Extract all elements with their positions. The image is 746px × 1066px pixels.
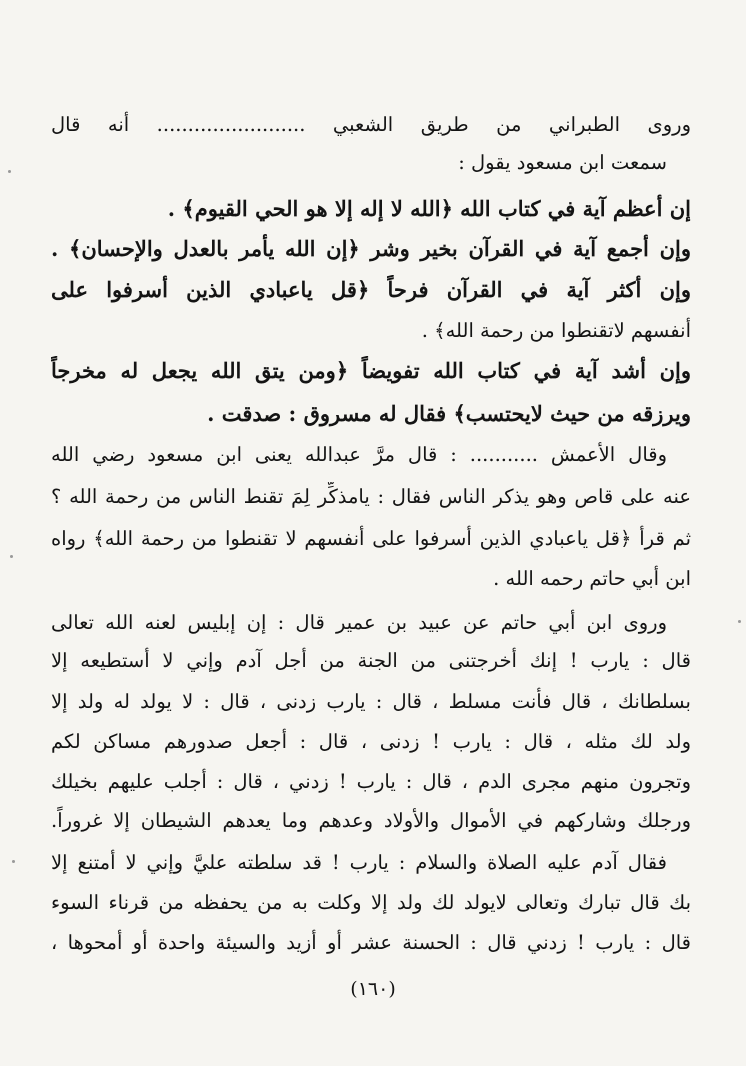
text-line-12: ابن أبي حاتم رحمه الله . bbox=[493, 567, 691, 590]
text-line-18: ورجلك وشاركهم في الأموال والأولاد وعدهم وما يعدهم الشيطان إلا غروراً. bbox=[51, 809, 691, 832]
text-line-20: بك قال تبارك وتعالى لايولد لك ولد إلا وكلت به من يحفظه من قرناء السوء bbox=[51, 891, 691, 914]
text-line-9: وقال الأعمش ........... : قال مرَّ عبدالله يعنى ابن مسعود رضي الله bbox=[51, 443, 667, 466]
text-line-6: أنفسهم لاتقنطوا من رحمة الله﴾ . bbox=[421, 319, 691, 342]
page-number: (١٦٠) bbox=[350, 978, 396, 1000]
text-line-7: وإن أشد آية في كتاب الله تفويضاً ﴿ومن يتق الله يجعل له مخرجاً bbox=[51, 358, 691, 383]
text-line-13: وروى ابن أبي حاتم عن عبيد بن عمير قال : إن إبليس لعنه الله تعالى bbox=[51, 611, 667, 634]
text-line-16: ولد لك مثله ، قال : يارب ! زدنى ، قال : أجعل صدورهم مساكن لكم bbox=[51, 730, 691, 753]
text-line-17: وتجرون منهم مجرى الدم ، قال : يارب ! زدني ، قال : أجلب عليهم بخيلك bbox=[51, 770, 691, 793]
text-line-15: بسلطانك ، قال فأنت مسلط ، قال : يارب زدنى ، قال : لا يولد له ولد إلا bbox=[51, 690, 691, 713]
text-line-1: وروى الطبراني من طريق الشعبي ........................ أنه قال bbox=[51, 113, 691, 136]
text-line-21: قال : يارب ! زدني قال : الحسنة عشر أو أزيد والسيئة واحدة أو أمحوها ، bbox=[51, 931, 691, 954]
text-line-8: ويرزقه من حيث لايحتسب﴾ فقال له مسروق : صدقت . bbox=[207, 401, 691, 426]
text-line-19: فقال آدم عليه الصلاة والسلام : يارب ! قد سلطته عليَّ وإني لا أمتنع إلا bbox=[51, 851, 667, 874]
text-line-5: وإن أكثر آية في القرآن فرحاً ﴿قل ياعبادي الذين أسرفوا على bbox=[51, 277, 691, 302]
text-line-2: سمعت ابن مسعود يقول : bbox=[458, 151, 667, 174]
margin-speck bbox=[738, 620, 741, 623]
text-line-4: وإن أجمع آية في القرآن بخير وشر ﴿إن الله يأمر بالعدل والإحسان﴾ . bbox=[51, 236, 691, 261]
margin-speck bbox=[12, 860, 15, 863]
text-line-3: إن أعظم آية في كتاب الله ﴿الله لا إله إلا هو الحي القيوم﴾ . bbox=[167, 196, 691, 221]
text-line-14: قال : يارب ! إنك أخرجتنى من الجنة من أجل آدم وإني لا أستطيعه إلا bbox=[51, 649, 691, 672]
margin-speck bbox=[8, 170, 11, 173]
text-line-11: ثم قرأ ﴿قل ياعبادي الذين أسرفوا على أنفسهم لا تقنطوا من رحمة الله﴾ رواه bbox=[51, 527, 691, 550]
margin-speck bbox=[10, 555, 13, 558]
text-line-10: عنه على قاص وهو يذكر الناس فقال : يامذكِّر لِمَ تقنط الناس من رحمة الله ؟ bbox=[51, 485, 691, 508]
